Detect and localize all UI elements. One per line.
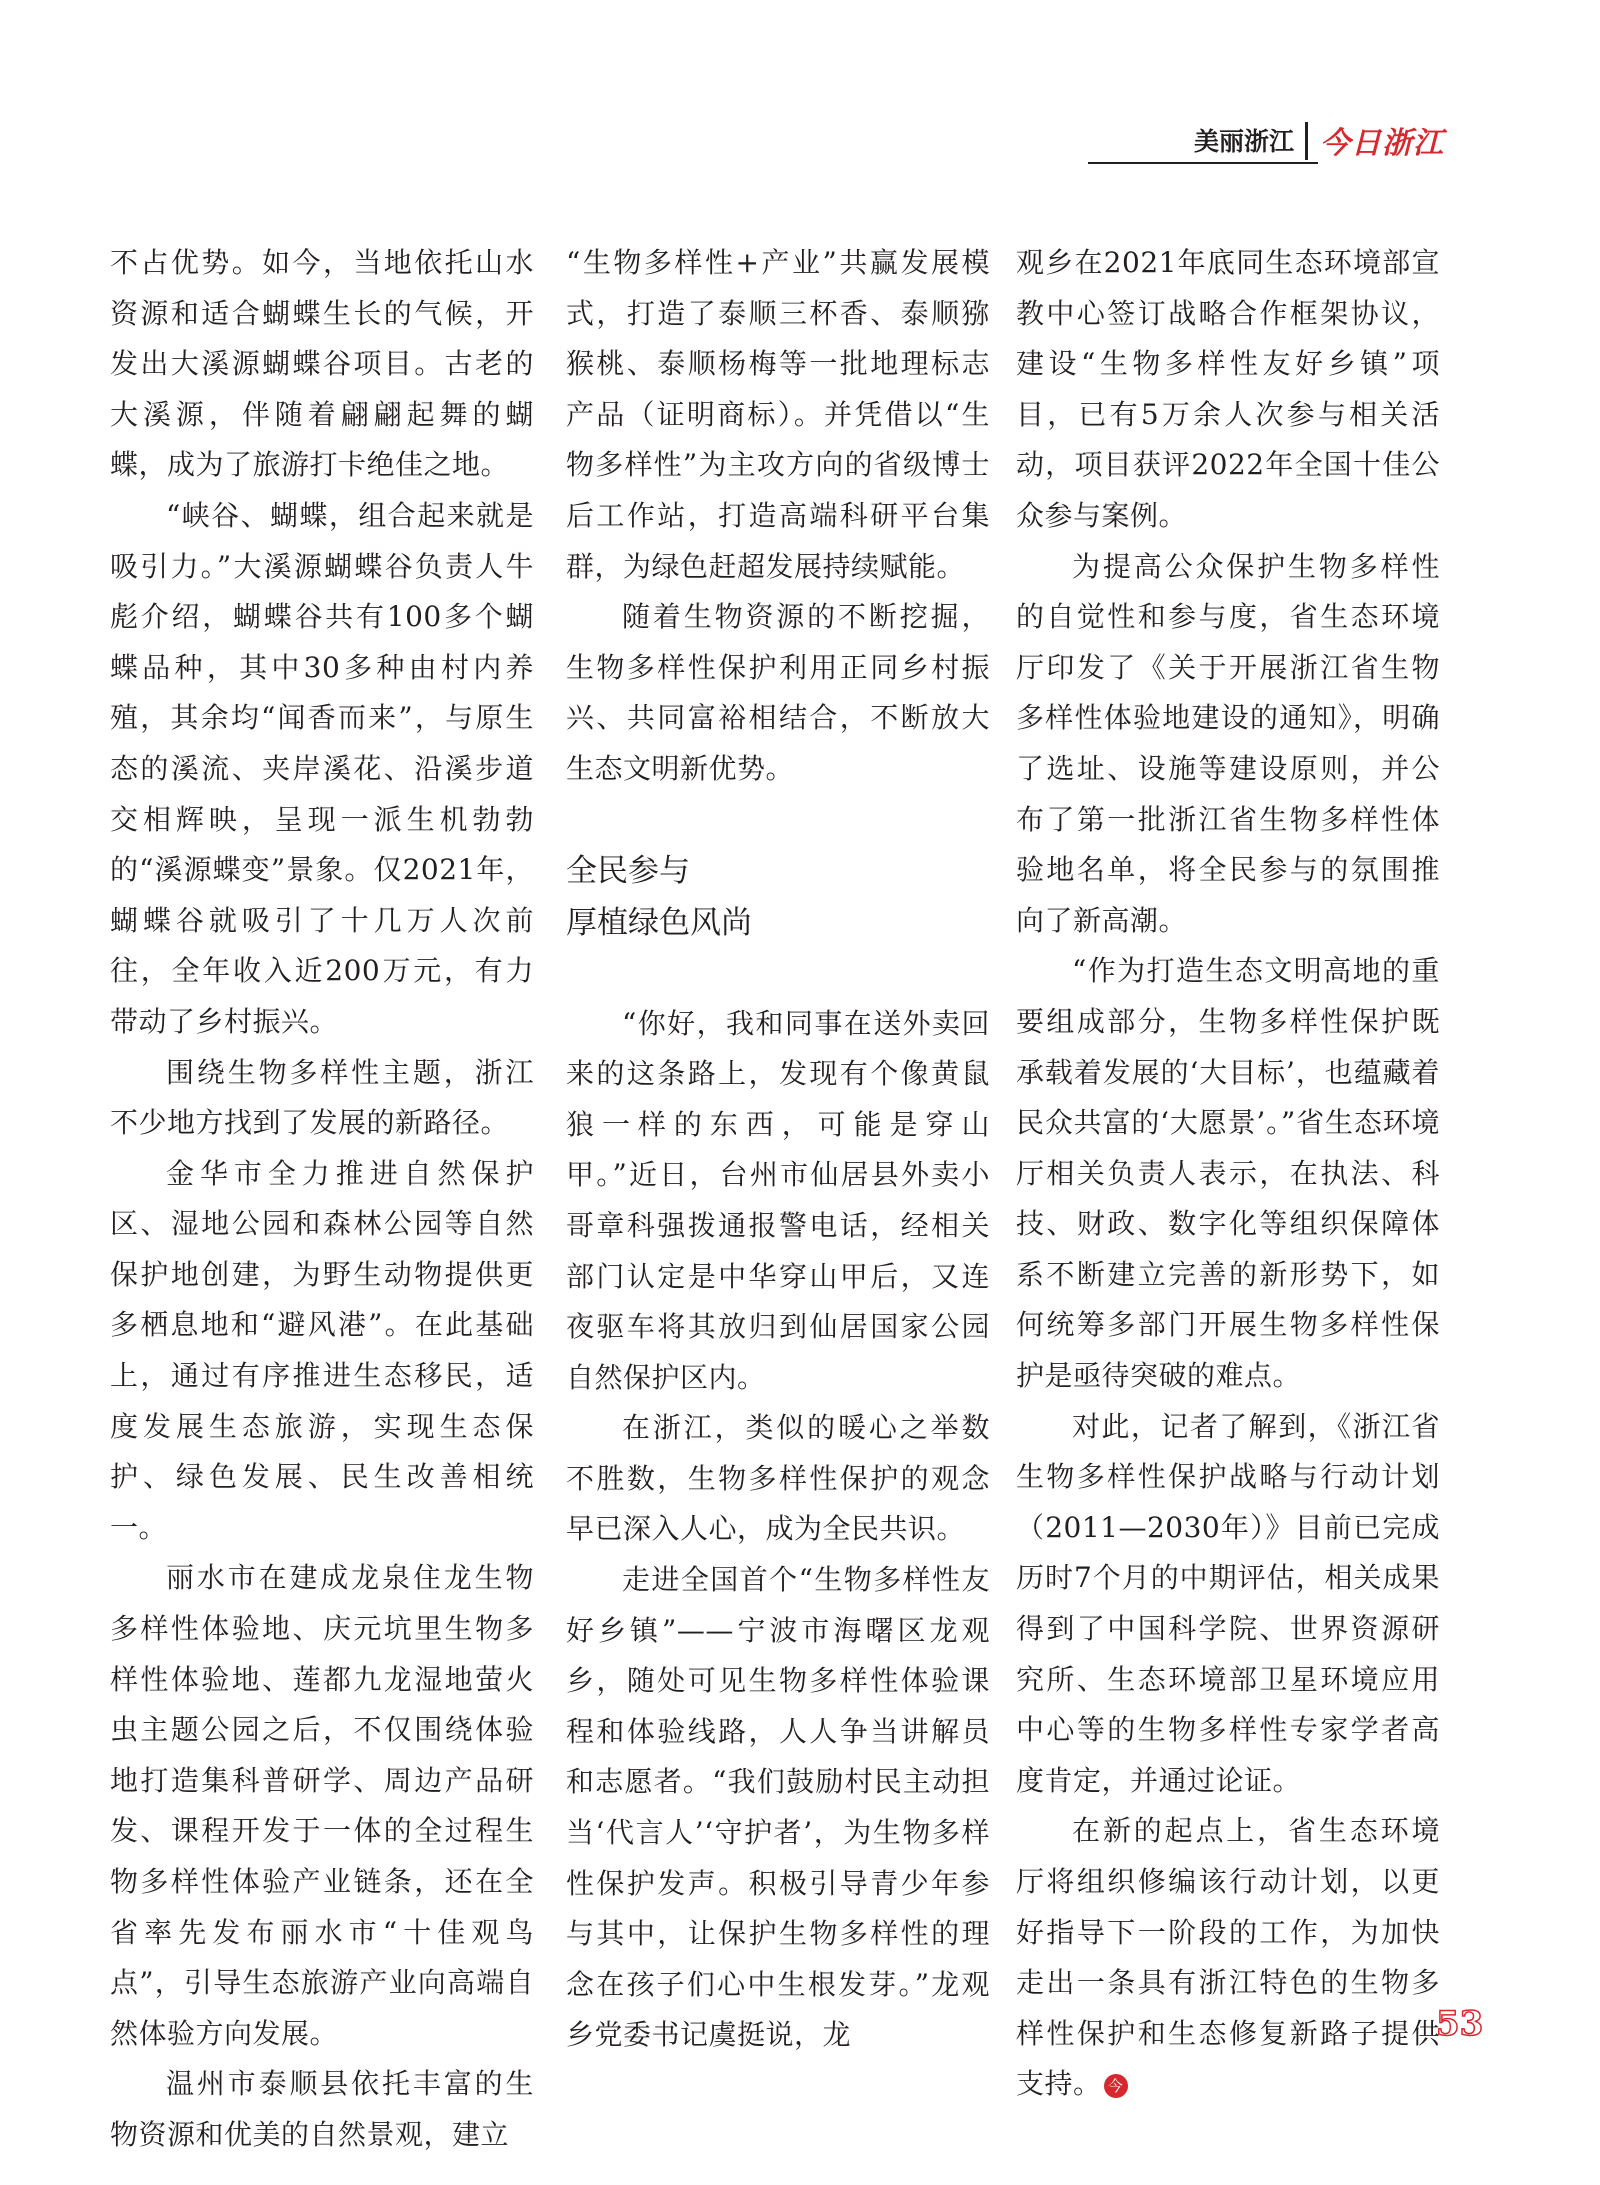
paragraph: 丽水市在建成龙泉住龙生物多样性体验地、庆元坑里生物多样性体验地、莲都九龙湿地萤火虫主题公园之后，不仅围绕体验地打造集科普研学、周边产品研发、课程开发于一体的全过程生物多样性体验产业链条，还在全省率先发布丽水市“十佳观鸟点”，引导生态旅游产业向高端自然体验方向发展。 xyxy=(110,1561,534,2050)
column-1 xyxy=(110,238,534,2161)
header-rule xyxy=(1088,162,1318,164)
paragraph-final xyxy=(1016,1806,1440,2110)
paragraph: “生物多样性+产业”共赢发展模式，打造了泰顺三杯香、泰顺猕猴桃、泰顺杨梅等一批地理标志产品（证明商标）。并凭借以“生物多样性”为主攻方向的省级博士后工作站，打造高端科研平台集群，为绿色赶超发展持续赋能。 xyxy=(566,246,990,583)
paragraph: 对此，记者了解到，《浙江省生物多样性保护战略与行动计划（2011—2030年）》目前已完成历时7个月的中期评估，相关成果得到了中国科学院、世界资源研究所、生态环境部卫星环境应用中心等的生物多样性专家学者高度肯定，并通过论证。 xyxy=(1016,1409,1440,1797)
paragraph: “你好，我和同事在送外卖回来的这条路上，发现有个像黄鼠狼一样的东西，可能是穿山甲。”近日，台州市仙居县外卖小哥章科强拨通报警电话，经相关部门认定是中华穿山甲后，又连夜驱车将其放归到仙居国家公园自然保护区内。 xyxy=(566,1006,990,1394)
paragraph: 围绕生物多样性主题，浙江不少地方找到了发展的新路径。 xyxy=(110,1055,534,1140)
end-mark-icon: 今 xyxy=(1104,2074,1128,2098)
paragraph: 在浙江，类似的暖心之举数不胜数，生物多样性保护的观念早已深入人心，成为全民共识。 xyxy=(566,1411,990,1546)
paragraph: 温州市泰顺县依托丰富的生物资源和优美的自然景观，建立 xyxy=(110,2067,534,2151)
section-heading-line-1: 全民参与 xyxy=(566,852,690,889)
section-name: 美丽浙江 xyxy=(1193,127,1294,156)
paragraph: 观乡在2021年底同生态环境部宣教中心签订战略合作框架协议，建设“生物多样性友好乡镇”项目，已有5万余人次参与相关活动，项目获评2022年全国十佳公众参与案例。 xyxy=(1016,246,1440,532)
paragraph-text: 在新的起点上，省生态环境厅将组织修编该行动计划，以更好指导下一阶段的工作，为加快走出一条具有浙江特色的生物多样性保护和生态修复新路子提供支持。 xyxy=(1016,1814,1440,2101)
paragraph: 随着生物资源的不断挖掘，生物多样性保护利用正同乡村振兴、共同富裕相结合，不断放大生态文明新优势。 xyxy=(566,600,990,785)
paragraph: 走进全国首个“生物多样性友好乡镇”——宁波市海曙区龙观乡，随处可见生物多样性体验课程和体验线路，人人争当讲解员和志愿者。“我们鼓励村民主动担当‘代言人’‘守护者’，为生物多样性保护发声。积极引导青少年参与其中，让保护生物多样性的理念在孩子们心中生根发芽。”龙观乡党委书记虞挺说，龙 xyxy=(566,1563,990,2052)
page-number: 53 xyxy=(1436,2004,1484,2044)
page-header xyxy=(1088,118,1444,166)
column-3 xyxy=(1016,238,1440,2110)
column-2 xyxy=(566,238,990,2061)
paragraph: “作为打造生态文明高地的重要组成部分，生物多样性保护既承载着发展的‘大目标’，也蕴藏着民众共富的‘大愿景’。”省生态环境厅相关负责人表示，在执法、科技、财政、数字化等组织保障体系不断建立完善的新形势下，如何统筹多部门开展生物多样性保护是亟待突破的难点。 xyxy=(1016,954,1440,1393)
paragraph: “峡谷、蝴蝶，组合起来就是吸引力。”大溪源蝴蝶谷负责人牛彪介绍，蝴蝶谷共有100多个蝴蝶品种，其中30多种由村内养殖，其余均“闻香而来”，与原生态的溪流、夹岸溪花、沿溪步道交相辉映，呈现一派生机勃勃的“溪源蝶变”景象。仅2021年，蝴蝶谷就吸引了十几万人次前往，全年收入近200万元，有力带动了乡村振兴。 xyxy=(110,498,534,1038)
paragraph: 不占优势。如今，当地依托山水资源和适合蝴蝶生长的气候，开发出大溪源蝴蝶谷项目。古老的大溪源，伴随着翩翩起舞的蝴蝶，成为了旅游打卡绝佳之地。 xyxy=(110,246,534,482)
section-heading-line-2: 厚植绿色风尚 xyxy=(566,904,752,941)
paragraph: 为提高公众保护生物多样性的自觉性和参与度，省生态环境厅印发了《关于开展浙江省生物多样性体验地建设的通知》，明确了选址、设施等建设原则，并公布了第一批浙江省生物多样性体验地名单，将全民参与的氛围推向了新高潮。 xyxy=(1016,549,1440,937)
header-separator xyxy=(1305,122,1308,160)
magazine-logo: 今日浙江 xyxy=(1320,126,1444,161)
paragraph: 金华市全力推进自然保护区、湿地公园和森林公园等自然保护地创建，为野生动物提供更多栖息地和“避风港”。在此基础上，通过有序推进生态移民，适度发展生态旅游，实现生态保护、绿色发展、民生改善相统一。 xyxy=(110,1156,534,1544)
